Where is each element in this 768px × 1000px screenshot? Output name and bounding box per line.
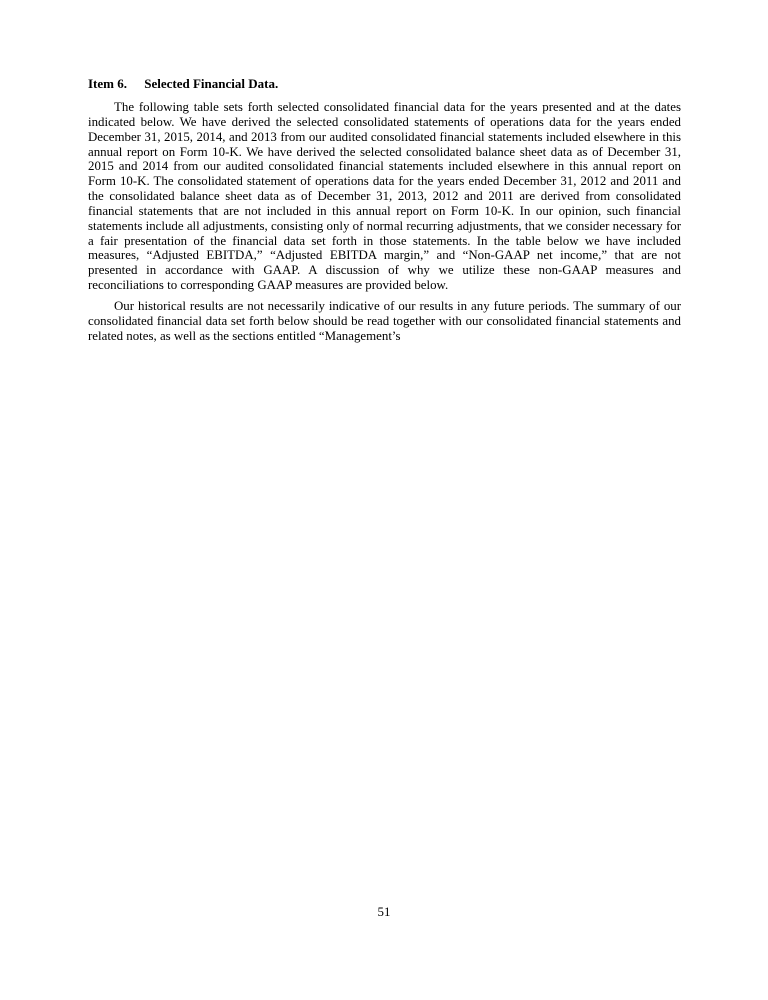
- paragraph-selected-financial-data: The following table sets forth selected consolidated financial data for the years presented and at the dates indicated below. We have derived the selected consolidated statements of operations data for the years ended December 31, 2015, 2014, and 2013 from our audited consolidated financial statements included elsewhere in this annual report on Form 10-K. We have derived the selected consolidated balance sheet data as of December 31, 2015 and 2014 from our audited consolidated financial statements included elsewhere in this annual report on Form 10-K. The consolidated statement of operations data for the years ended December 31, 2012 and 2011 and the consolidated balance sheet data as of December 31, 2013, 2012 and 2011 are derived from consolidated financial statements that are not included in this annual report on Form 10-K. In our opinion, such financial statements include all adjustments, consisting only of normal recurring adjustments, that we consider necessary for a fair presentation of the financial data set forth in those statements. In the table below we have included measures, “Adjusted EBITDA,” “Adjusted EBITDA margin,” and “Non-GAAP net income,” that are not presented in accordance with GAAP. A discussion of why we utilize these non-GAAP measures and reconciliations to corresponding GAAP measures are provided below.: [88, 100, 681, 293]
- section-heading-item-number: Item 6.: [88, 76, 127, 91]
- paragraph-historical-results: Our historical results are not necessarily indicative of our results in any future periods. The summary of our consolidated financial data set forth below should be read together with our consolidated financial statements and related notes, as well as the sections entitled “Management’s: [88, 298, 681, 343]
- section-heading-title: Selected Financial Data.: [144, 76, 279, 91]
- document-content: [88, 76, 681, 350]
- page-number: 51: [377, 905, 391, 919]
- section-heading: [88, 76, 681, 91]
